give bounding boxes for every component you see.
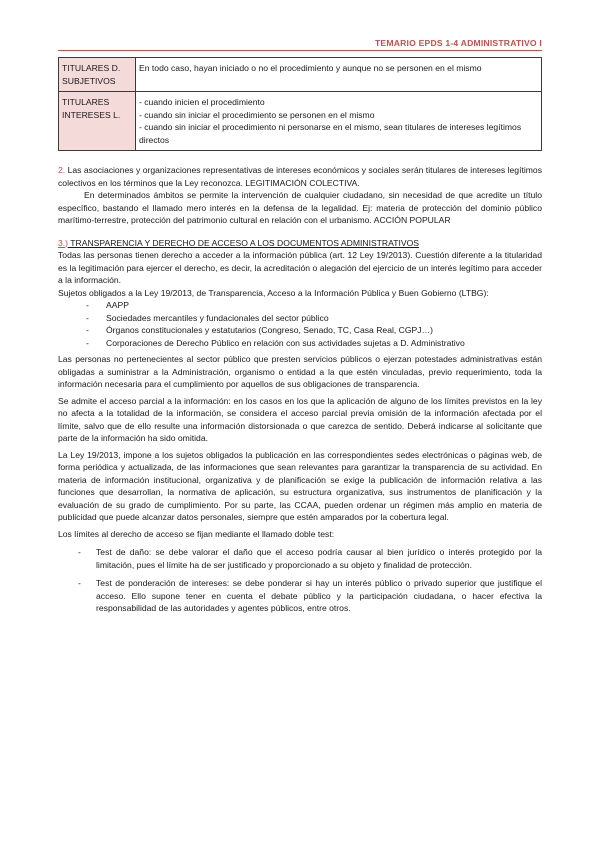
header-rule <box>58 50 542 51</box>
section-number: 3.) <box>58 237 69 248</box>
row-line: - cuando sin iniciar el procedimiento se personen en el mismo <box>139 109 375 120</box>
table-row <box>59 58 542 92</box>
titulares-table <box>58 57 542 151</box>
list-item: - AAPP <box>86 299 542 312</box>
list-item: - Sociedades mercantiles y fundacionales del sector público <box>86 312 542 325</box>
paragraph-access-right: Todas las personas tienen derecho a acceder a la información pública (art. 12 Ley 19/2013). Cuestión diferente a la titularidad es la legitimación para ejercer el derecho, es decir, la acreditación o alegación del ejercicio de un interés legítimo para acceder a la información. <box>58 250 542 285</box>
row-line: - cuando inicien el procedimiento <box>139 97 265 107</box>
row-value <box>136 58 542 92</box>
paragraph-collective <box>58 164 542 189</box>
subjects-list <box>58 299 542 349</box>
list-item: - Test de daño: se debe valorar el daño que el acceso podría causar al bien jurídico o interés protegido por la limitación, pues el límite ha de ser justificado y proporcionado a su objeto y finalidad de protección. <box>78 546 542 571</box>
row-label: TITULARES D. SUBJETIVOS <box>59 58 136 92</box>
paragraph-limits: Los límites al derecho de acceso se fijan mediante el llamado doble test: <box>58 528 335 539</box>
section-title-text: TRANSPARENCIA Y DERECHO DE ACCESO A LOS DOCUMENTOS ADMINISTRATIVOS <box>68 237 420 248</box>
document-body <box>58 164 542 621</box>
paragraph-popular-action: En determinados ámbitos se permite la intervención de cualquier ciudadano, sin necesidad de que acredite un título específico, bastando el llamado mero interés en la defensa de la legalidad. Ej: materia de protección del dominio público marítimo-terrestre, protección del patrimonio cultural en relación con el urbanismo. ACCIÓN POPULAR <box>58 190 542 225</box>
paragraph-text: Las asociaciones y organizaciones representativas de intereses económicos y sociales serán titulares de intereses legítimos colectivos en los términos que la Ley reconozca. LEGITIMACIÓN COLECTIVA. <box>58 165 542 188</box>
paragraph-partial-access: Se admite el acceso parcial a la información: en los casos en los que la aplicación de alguno de los límites previstos en la ley no afecta a la totalidad de la información, se considera el acceso parcial previa omisión de la información afectada por el límite, salvo que de ello resulte una información distorsionada o que carezca de sentido. Deberá indicarse al solicitante que parte de la información ha sido omitida. <box>58 395 542 443</box>
row-line: - cuando sin iniciar el procedimiento ni personarse en el mismo, sean titulares de intereses legítimos directos <box>139 122 522 145</box>
list-item: - Test de ponderación de intereses: se debe ponderar si hay un interés público o privado superior que justifique el acceso. Ello supone tener en cuenta el debate público y la participación ciudadana, o hacer efectiva la responsabilidad de las autoridades y agentes públicos, entre otros. <box>78 577 542 615</box>
double-test-list <box>58 546 542 615</box>
table-row <box>59 92 542 151</box>
paragraph-number: 2. <box>58 165 66 175</box>
page-header-title: TEMARIO EPDS 1-4 ADMINISTRATIVO I <box>374 38 542 48</box>
paragraph-private-entities: Las personas no pertenecientes al sector público que presten servicios públicos o ejerzan potestades administrativas están obligadas a suministrar a la Administración, organismo o entidad a la que estén vinculadas, previo requerimiento, toda la información necesaria para el cumplimiento por aquellos de sus obligaciones de transparencia. <box>58 354 542 389</box>
section-title <box>58 237 542 250</box>
row-line: En todo caso, hayan iniciado o no el procedimiento y aunque no se personen en el mismo <box>139 63 482 73</box>
paragraph-obligated-subjects: Sujetos obligados a la Ley 19/2013, de Transparencia, Acceso a la Información Pública y Buen Gobierno (LTBG): <box>58 287 489 298</box>
row-label: TITULARES INTERESES L. <box>59 92 136 151</box>
list-item: - Corporaciones de Derecho Público en relación con sus actividades sujetas a D. Administrativo <box>86 337 542 350</box>
list-item: - Órganos constitucionales y estatutarios (Congreso, Senado, TC, Casa Real, CGPJ…) <box>86 324 542 337</box>
paragraph-publicity: La Ley 19/2013, impone a los sujetos obligados la publicación en las correspondientes sedes electrónicas o páginas web, de forma periódica y actualizada, de las informaciones que sean relevantes para garantizar la transparencia de su actividad. En materia de información institucional, organizativa y de planificación se exige la publicación de información relativa a las funciones que desarrollan, la normativa de aplicación, su estructura organizativa, sus instrumentos de planificación y la evaluación de su grado de cumplimiento. Por su parte, las CCAA, pueden ordenar un régimen más amplio en materia de publicidad que puede alcanzar datos personales, siempre que estén amparados por la cobertura legal. <box>58 449 542 522</box>
row-value <box>136 92 542 151</box>
